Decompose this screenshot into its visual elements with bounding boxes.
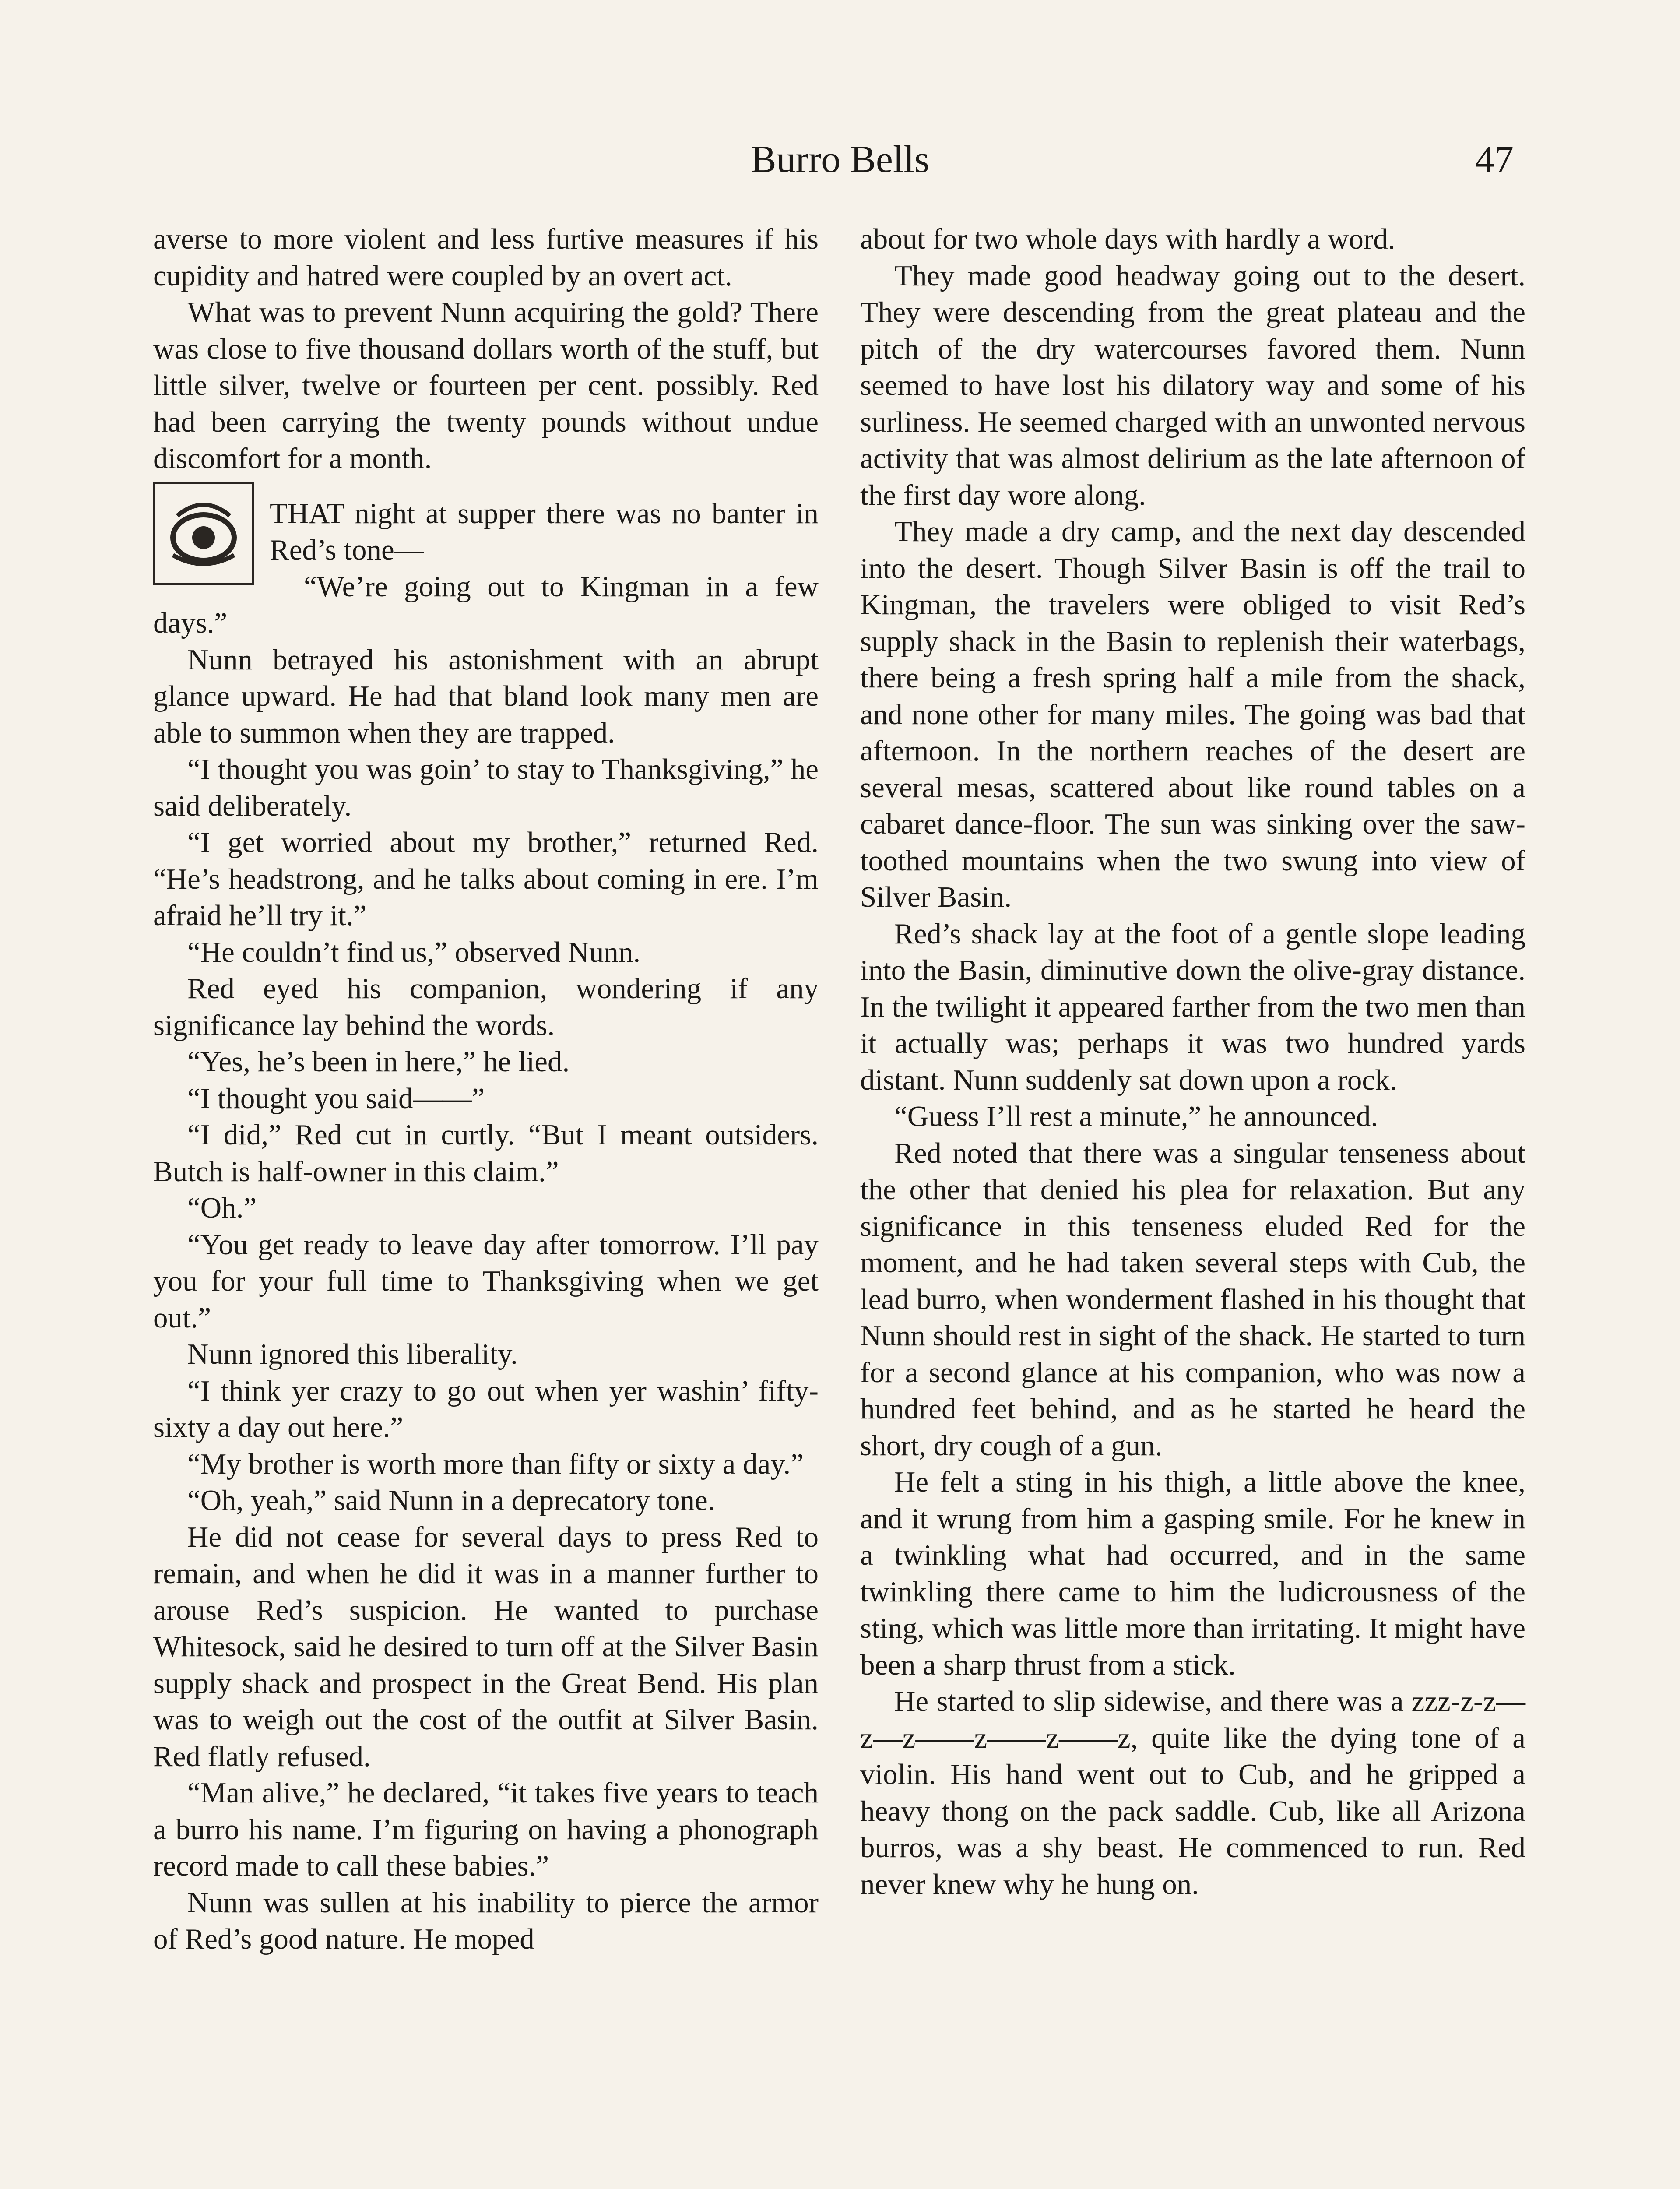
- paragraph: “He couldn’t find us,” observed Nunn.: [187, 936, 641, 968]
- paragraph: Red’s shack lay at the foot of a gentle slope leading into the Basin, diminutive down the olive-gray distance. In the twilight it appeared farther from the two men than it actually was; perhaps it was two hundred yards distant. Nunn suddenly sat down upon a rock.: [860, 917, 1525, 1096]
- paragraph: “I thought you said——”: [187, 1082, 485, 1115]
- paragraph: They made good headway going out to the desert. They were descending from the great plateau and the pitch of the dry watercourses favored them. Nunn seemed to have lost his dilatory way and some of his surliness. He seemed charged with an unwonted nervous activity that was almost delirium as the late afternoon of the first day wore along.: [860, 259, 1525, 511]
- paragraph: “We’re going out to Kingman in a few days.”: [153, 570, 819, 639]
- paragraph: He felt a sting in his thigh, a little above the knee, and it wrung from him a gasping smile. For he knew in a twinkling what had occurred, and in the same twinkling there came to him the ludicrousness of the sting, which was little more than irritating. It might have been a sharp thrust from a stick.: [860, 1466, 1525, 1681]
- paragraph: “I get worried about my brother,” returned Red. “He’s headstrong, and he talks about coming in ere. I’m afraid he’ll try it.”: [153, 826, 819, 932]
- paragraph: “Man alive,” he declared, “it takes five years to teach a burro his name. I’m figuring on having a phonograph record made to call these babies.”: [153, 1777, 819, 1882]
- paragraph: “My brother is worth more than fifty or sixty a day.”: [187, 1447, 804, 1480]
- paragraph: “Oh.”: [187, 1192, 257, 1224]
- ornamental-initial-icon: [153, 482, 254, 585]
- wreath-ornament-icon: [160, 489, 247, 577]
- paragraph: “I think yer crazy to go out when yer washin’ fifty-sixty a day out here.”: [153, 1374, 819, 1443]
- paragraph: “Guess I’ll rest a minute,” he announced.: [894, 1100, 1378, 1133]
- paragraph: “I did,” Red cut in curtly. “But I meant outsiders. Butch is half-owner in this claim.”: [153, 1119, 819, 1188]
- paragraph: They made a dry camp, and the next day descended into the desert. Though Silver Basin is off the trail to Kingman, the travelers were obliged to visit Red’s supply shack in the Basin to replenish their waterbags, there being a fresh spring half a mile from the shack, and none other for many miles. The going was bad that afternoon. In the northern reaches of the desert are several mesas, scattered about like round tables on a cabaret dance-floor. The sun was sinking over the saw-toothed mountains when the two swung into view of Silver Basin.: [860, 515, 1525, 913]
- paragraph: Nunn ignored this liberality.: [187, 1338, 518, 1370]
- paragraph: “I thought you was goin’ to stay to Thanksgiving,” he said deliberately.: [153, 753, 819, 822]
- paragraph: averse to more violent and less furtive measures if his cupidity and hatred were coupled by an overt act.: [153, 223, 819, 292]
- page-number: 47: [1475, 138, 1514, 181]
- text-column-right: [860, 221, 1525, 1903]
- paragraph: What was to prevent Nunn acquiring the gold? There was close to five thousand dollars worth of the stuff, but little silver, twelve or fourteen per cent. possibly. Red had been carrying the twenty pounds without undue discomfort for a month.: [153, 296, 819, 475]
- paragraph: “You get ready to leave day after tomorrow. I’ll pay you for your full time to Thanksgiving when we get out.”: [153, 1228, 819, 1334]
- running-header: [0, 131, 1680, 197]
- paragraph-drop-cap: THAT night at supper there was no banter in Red’s tone—: [270, 497, 819, 566]
- paragraph: Nunn betrayed his astonishment with an abrupt glance upward. He had that bland look many men are able to summon when they are trapped.: [153, 643, 819, 749]
- paragraph: “Oh, yeah,” said Nunn in a deprecatory tone.: [187, 1484, 715, 1517]
- paragraph: “Yes, he’s been in here,” he lied.: [187, 1045, 570, 1078]
- text-column-left: [153, 221, 819, 1958]
- paragraph: about for two whole days with hardly a word.: [860, 223, 1395, 255]
- paragraph: Red noted that there was a singular tenseness about the other that denied his plea for relaxation. But any significance in this tenseness eluded Red for the moment, and he had taken several steps with Cub, the lead burro, when wonderment flashed in his thought that Nunn should rest in sight of the shack. He started to turn for a second glance at his companion, who was now a hundred feet behind, and as he started he heard the short, dry cough of a gun.: [860, 1137, 1525, 1462]
- paragraph: He did not cease for several days to press Red to remain, and when he did it was in a manner further to arouse Red’s suspicion. He wanted to purchase Whitesock, said he desired to turn off at the Silver Basin supply shack and prospect in the Great Bend. His plan was to weigh out the cost of the outfit at Silver Basin. Red flatly refused.: [153, 1520, 819, 1773]
- paragraph: He started to slip sidewise, and there was a zzz-z-z—z—z——z——z——z, quite like the dying tone of a violin. His hand went out to Cub, and he gripped a heavy thong on the pack saddle. Cub, like all Arizona burros, was a shy beast. He commenced to run. Red never knew why he hung on.: [860, 1685, 1525, 1900]
- running-title: Burro Bells: [750, 138, 930, 181]
- paragraph: Nunn was sullen at his inability to pierce the armor of Red’s good nature. He moped: [153, 1886, 819, 1955]
- paragraph: Red eyed his companion, wondering if any significance lay behind the words.: [153, 972, 819, 1042]
